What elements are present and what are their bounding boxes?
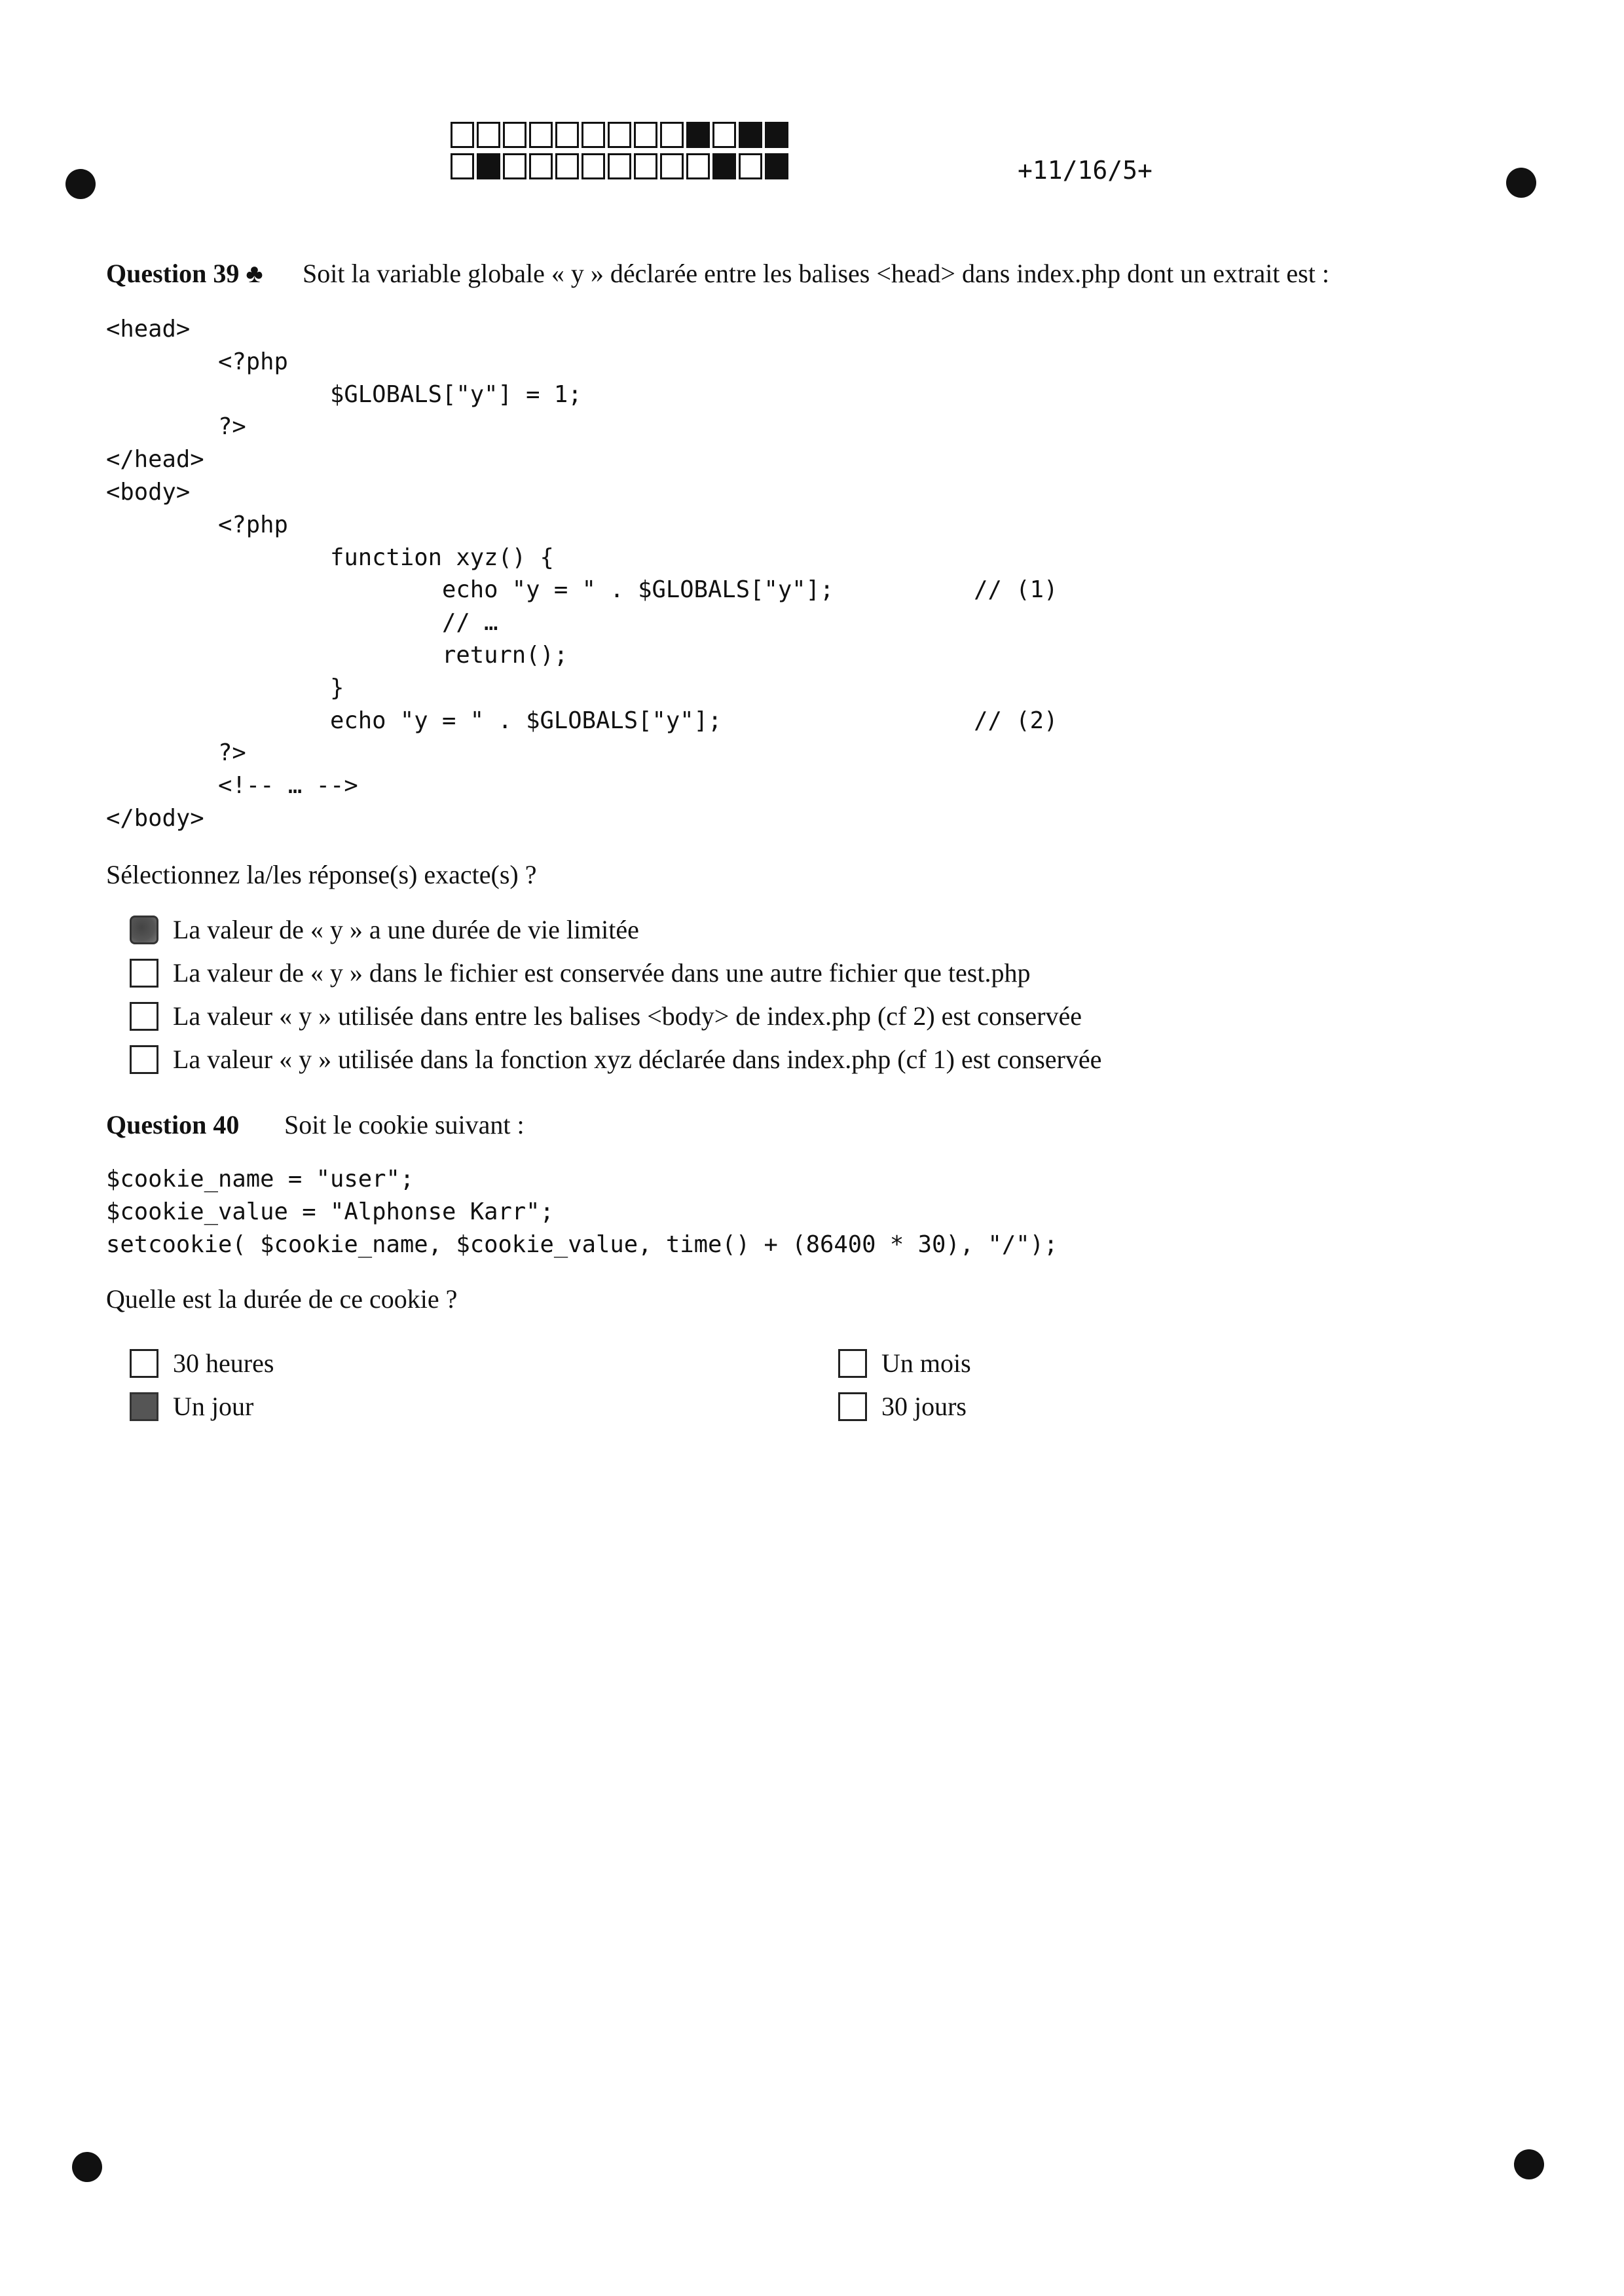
barcode-row-2 [451, 153, 791, 179]
barcode-cell [529, 153, 553, 179]
q39-choice-4-label: La valeur « y » utilisée dans la fonction xyz déclarée dans index.php (cf 1) est conservée [173, 1045, 1102, 1074]
q40-choice-4-label: 30 jours [881, 1392, 967, 1421]
question-39-header [106, 258, 263, 289]
q40-choice-30-jours[interactable] [838, 1391, 967, 1422]
q39-checkbox-1[interactable] [130, 916, 158, 944]
question-40-code: $cookie_name = "user"; $cookie_value = "Alphonse Karr"; setcookie( $cookie_name, $cookie_value, time() + (86400 * 30), "/"); [106, 1166, 1058, 1258]
q40-choice-2-label: Un jour [173, 1392, 254, 1421]
question-39-number: Question 39 [106, 259, 240, 288]
q40-checkbox-1[interactable] [130, 1349, 158, 1378]
barcode-cell [739, 122, 762, 148]
barcode-cell [477, 122, 500, 148]
q40-checkbox-2[interactable] [130, 1392, 158, 1421]
barcode-cell [581, 153, 605, 179]
barcode-cell [477, 153, 500, 179]
barcode-cell [608, 122, 631, 148]
barcode-cell [581, 122, 605, 148]
q39-checkbox-4[interactable] [130, 1045, 158, 1074]
barcode-cell [765, 122, 788, 148]
barcode-cell [451, 122, 474, 148]
q40-choice-3-label: Un mois [881, 1348, 971, 1378]
barcode-cell [712, 122, 736, 148]
barcode-cell [634, 153, 657, 179]
registration-mark-bottom-left [72, 2152, 102, 2182]
q40-choice-un-jour[interactable] [130, 1391, 253, 1422]
barcode-cell [503, 153, 526, 179]
registration-mark-top-right [1506, 168, 1536, 198]
q40-checkbox-4[interactable] [838, 1392, 867, 1421]
q40-choice-30-heures[interactable] [130, 1348, 274, 1379]
page-identifier: +11/16/5+ [1018, 156, 1153, 185]
question-40-header [106, 1109, 239, 1140]
question-39-instruction: Sélectionnez la/les réponse(s) exacte(s) ? [106, 860, 537, 889]
registration-mark-top-left [65, 169, 96, 199]
q39-choice-3[interactable] [130, 1001, 1082, 1031]
question-40-prompt: Soit le cookie suivant : [284, 1110, 525, 1139]
registration-mark-bottom-right [1514, 2149, 1544, 2179]
barcode-cell [451, 153, 474, 179]
barcode-cell [686, 122, 710, 148]
q39-checkbox-3[interactable] [130, 1002, 158, 1031]
barcode-cell [765, 153, 788, 179]
club-icon: ♣ [246, 259, 263, 288]
question-40-instruction: Quelle est la durée de ce cookie ? [106, 1284, 458, 1314]
q39-choice-1-label: La valeur de « y » a une durée de vie limitée [173, 915, 639, 944]
q39-choice-4[interactable] [130, 1044, 1101, 1075]
barcode-cell [634, 122, 657, 148]
q39-choice-3-label: La valeur « y » utilisée dans entre les balises <body> de index.php (cf 2) est conservée [173, 1001, 1082, 1031]
q40-choice-1-label: 30 heures [173, 1348, 274, 1378]
q39-choice-1[interactable] [130, 914, 639, 945]
q40-choice-un-mois[interactable] [838, 1348, 971, 1379]
barcode-cell [739, 153, 762, 179]
q40-checkbox-3[interactable] [838, 1349, 867, 1378]
barcode-cell [608, 153, 631, 179]
question-39-prompt: Soit la variable globale « y » déclarée entre les balises <head> dans index.php dont un extrait est : [303, 259, 1329, 288]
barcode-cell [555, 153, 579, 179]
barcode-cell [686, 153, 710, 179]
barcode-cell [660, 122, 684, 148]
barcode-cell [660, 153, 684, 179]
q39-choice-2-label: La valeur de « y » dans le fichier est conservée dans une autre fichier que test.php [173, 958, 1031, 988]
q39-choice-2[interactable] [130, 957, 1030, 988]
barcode-row-1 [451, 122, 791, 148]
barcode-cell [529, 122, 553, 148]
barcode-cell [555, 122, 579, 148]
question-39-code: <head> <?php $GLOBALS["y"] = 1; ?> </head> <body> <?php function xyz() { echo "y = " . $GLOBALS["y"]; // (1) // … return(); } echo "y = " . $GLOBALS["y"]; // (2) ?> <!-- … --> </body> [106, 316, 1058, 832]
barcode-cell [712, 153, 736, 179]
q39-checkbox-2[interactable] [130, 959, 158, 988]
barcode-cell [503, 122, 526, 148]
question-40-number: Question 40 [106, 1110, 240, 1139]
